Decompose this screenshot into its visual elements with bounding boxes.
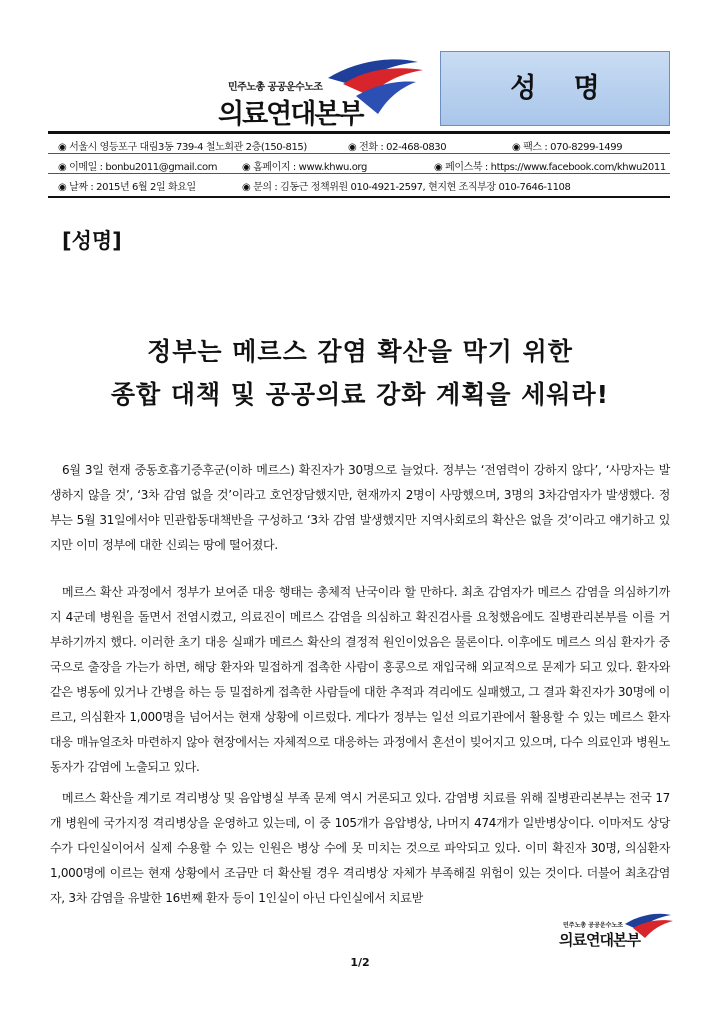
statement-label: 성 명	[510, 73, 614, 104]
doc-title-line-2: 종합 대책 및 공공의료 강화 계획을 세워라!	[110, 380, 610, 409]
statement-badge	[440, 51, 670, 126]
paragraph-text: 6월 3일 현재 중동호흡기증후군(이하 메르스) 확진자가 30명으로 늘었다. 정부는 ‘전염력이 강하지 않다’, ‘사망자는 발생하지 않을 것’, ‘3차 감염 없을 것’이라고 호언장담했지만, 현재까지 2명이 사망했으며, 3명의 3차감염자가 발생했다. 정부는 5월 31일에서야 민관합동대책반을 구성하고 ‘3차 감염 발생했지만 지역사회로의 확산은 없을 것’이라고 얘기하고 있지만 이미 정부에 대한 신뢰는 땅에 떨어졌다.	[50, 463, 670, 552]
paragraph-text: 메르스 확산을 계기로 격리병상 및 음압병실 부족 문제 역시 거론되고 있다. 감염병 치료를 위해 질병관리본부는 전국 17개 병원에 국가지정 격리병상을 운영하고 있는데, 이 중 105개가 음압병상, 나머지 474개가 일반병상이다. 이마저도 상당수가 다인실이어서 실제 수용할 수 있는 인원은 병상 수에 못 미치는 것으로 파악되고 있다. 이미 확진자 30명, 의심환자 1,000명에 이르는 현재 상황에서 조금만 더 확산될 경우 격리병상 자체가 부족해질 위험이 있는 것이다. 더불어 최초감염자, 3차 감염을 유발한 16번째 환자 등이 1인실이 아닌 다인실에서 치료받	[50, 791, 670, 905]
paragraph-text: 메르스 확산 과정에서 정부가 보여준 대응 행태는 총체적 난국이라 할 만하다. 최초 감염자가 메르스 감염을 의심하기까지 4군데 병원을 돌면서 전염시켰고, 의료진이 메르스 감염을 의심하고 확진검사를 요청했음에도 질병관리본부를 이를 거부하기까지 했다. 이러한 초기 대응 실패가 메르스 확산의 결정적 원인이었음은 물론이다. 이후에도 메르스 의심 환자가 중국으로 출장을 가는가 하면, 해당 환자와 밀접하게 접촉한 사람이 홍콩으로 재입국해 외교적으로 문제가 되고 있다. 환자와 같은 병동에 있거나 간병을 하는 등 밀접하게 접촉한 사람들에 대한 추적과 격리에도 실패했고, 그 결과 확진자가 30명에 이르고, 의심환자 1,000명을 넘어서는 현재 상황에 이르렀다. 게다가 정부는 일선 의료기관에서 활용할 수 있는 메르스 환자 대응 매뉴얼조차 마련하지 않아 현장에서는 자체적으로 대응하는 과정에서 혼선이 빚어지고 있으며, 다수 의료인과 병원노동자가 감염에 노출되고 있다.	[50, 585, 670, 774]
footer-logo-subtitle: 민주노총 공공운수노조	[563, 922, 624, 929]
footer-logo-title: 의료연대본부	[559, 931, 640, 949]
contact-text: ◉ 문의 : 김동근 정책위원 010-4921-2597, 현지현 조직부장 010-7646-1108	[242, 182, 571, 193]
header-rule	[48, 131, 670, 134]
footer-logo	[555, 910, 675, 955]
homepage-text: ◉ 홈페이지 : www.khwu.org	[242, 162, 367, 173]
logo-subtitle: 민주노총 공공운수노조	[228, 82, 323, 93]
header-logo-area	[48, 50, 428, 130]
body-paragraph-3	[50, 786, 670, 911]
address-text: ◉ 서울시 영등포구 대림3동 739-4 철노회관 2층(150-815)	[58, 142, 307, 153]
org-logo	[178, 56, 428, 130]
info-divider	[48, 153, 670, 154]
facebook-text: ◉ 페이스북 : https://www.facebook.com/khwu2011	[434, 162, 666, 173]
doc-label: [성명]	[62, 229, 122, 253]
logo-title: 의료연대본부	[218, 99, 363, 130]
fax-text: ◉ 팩스 : 070-8299-1499	[512, 142, 623, 153]
date-text: ◉ 날짜 : 2015년 6월 2일 화요일	[58, 182, 196, 193]
doc-title-line-1: 정부는 메르스 감염 확산을 막기 위한	[147, 337, 573, 366]
body-paragraph-2	[50, 580, 670, 780]
info-divider	[48, 173, 670, 174]
header-bottom-rule	[48, 196, 670, 198]
body-paragraph-1	[50, 458, 670, 558]
page-number: 1/2	[350, 956, 370, 969]
phone-text: ◉ 전화 : 02-468-0830	[348, 142, 447, 153]
email-text: ◉ 이메일 : bonbu2011@gmail.com	[58, 162, 218, 173]
